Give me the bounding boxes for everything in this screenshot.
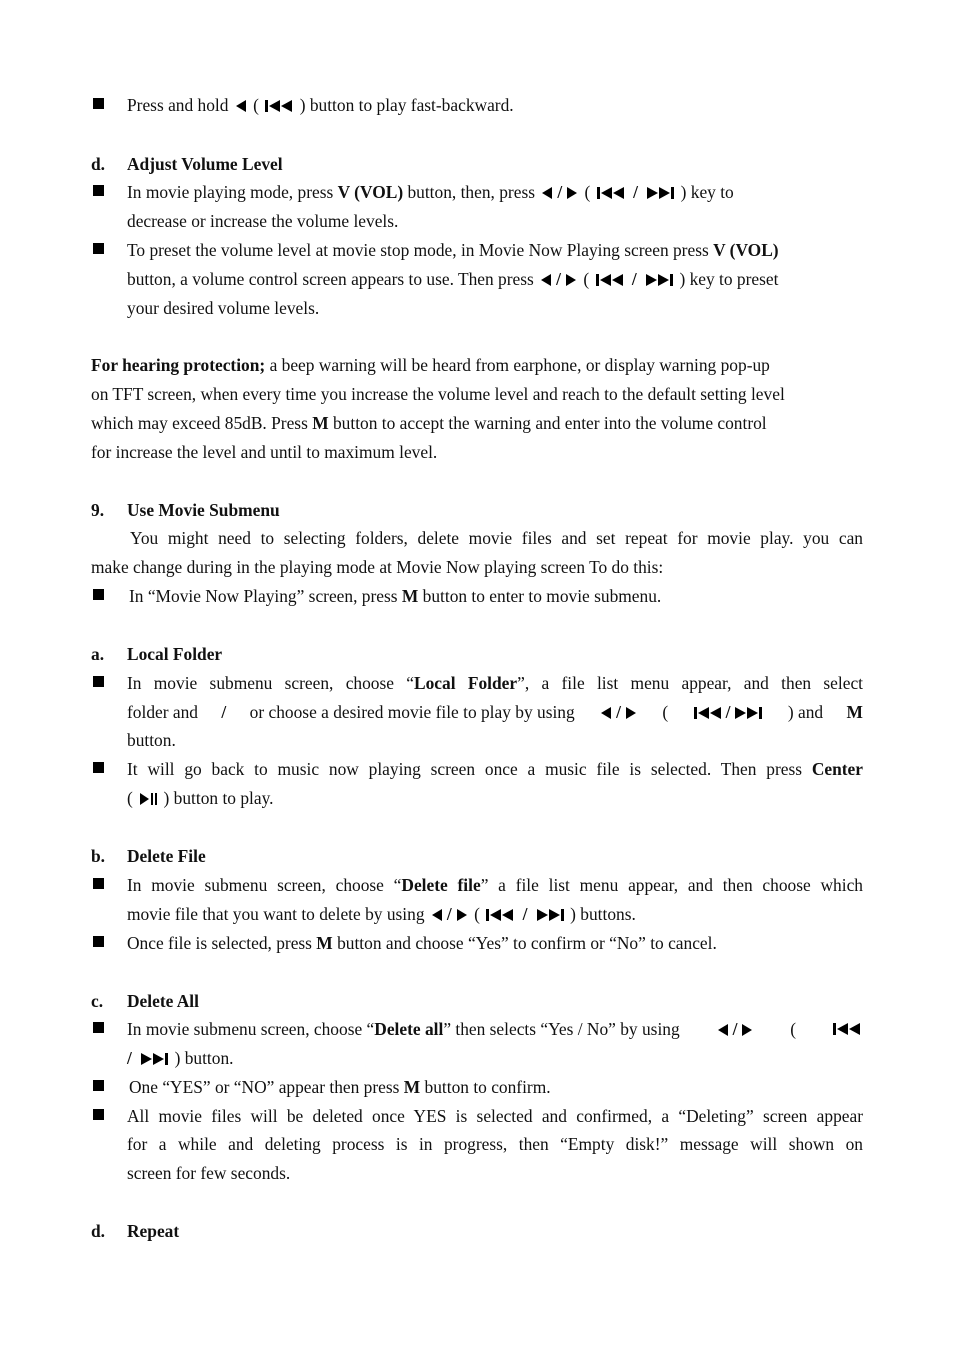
- paragraph-line: for increase the level and until to maximum level.: [91, 442, 438, 462]
- text: ) and: [787, 702, 824, 722]
- section-label: c.: [91, 991, 104, 1011]
- text: ) button.: [174, 1048, 234, 1068]
- bold-text: Delete all: [374, 1019, 444, 1039]
- square-bullet-icon: [93, 589, 104, 600]
- left-triangle-icon: [540, 186, 554, 200]
- skip-back-icon: [485, 908, 515, 922]
- text: In movie submenu screen, choose “: [127, 673, 415, 693]
- paragraph-line: [127, 1018, 863, 1040]
- text: button, then, press: [403, 182, 535, 202]
- bold-text: M: [403, 1077, 421, 1097]
- right-triangle-icon: [565, 186, 579, 200]
- paragraph-line: screen for few seconds.: [127, 1163, 291, 1183]
- paragraph-line: button.: [127, 730, 176, 750]
- text: ” then selects “Yes / No” by using: [443, 1019, 680, 1039]
- paragraph-line: [127, 94, 514, 116]
- bold-text: Delete file: [401, 875, 481, 895]
- paragraph-line: [127, 701, 863, 723]
- bold-text: /: [221, 702, 227, 722]
- right-triangle-icon: [740, 1023, 754, 1037]
- slash: /: [557, 182, 563, 202]
- paragraph-line: All movie files will be deleted once YES is selected and confirmed, a “Deleting” screen appear: [127, 1106, 863, 1126]
- square-bullet-icon: [93, 185, 104, 196]
- text: It will go back to music now playing screen once a music file is selected. Then press: [127, 759, 812, 779]
- paragraph-line: [127, 181, 734, 203]
- bold-text: M: [401, 586, 419, 606]
- text: ) button to play fast-backward.: [299, 95, 514, 115]
- section-label: d.: [91, 154, 106, 174]
- paragraph-line: [91, 412, 767, 434]
- section-label: a.: [91, 644, 105, 664]
- text: ” a file list menu appear, and then choose which: [480, 875, 863, 895]
- text: ) key to: [680, 182, 734, 202]
- text: ”, a file list menu appear, and then select: [517, 673, 863, 693]
- left-triangle-icon: [234, 99, 248, 113]
- square-bullet-icon: [93, 98, 104, 109]
- square-bullet-icon: [93, 936, 104, 947]
- text: In “Movie Now Playing” screen, press: [129, 586, 402, 606]
- square-bullet-icon: [93, 243, 104, 254]
- text: In movie submenu screen, choose “: [127, 875, 402, 895]
- paragraph-line: [127, 874, 863, 896]
- section-label: b.: [91, 846, 106, 866]
- text: a beep warning will be heard from earphone, or display warning pop-up: [265, 355, 770, 375]
- paragraph-line: on TFT screen, when every time you increase the volume level and reach to the default setting level: [91, 384, 785, 404]
- skip-back-icon: [596, 186, 626, 200]
- section-heading: Use Movie Submenu: [127, 500, 280, 520]
- bold-text: M: [846, 702, 863, 722]
- square-bullet-icon: [93, 878, 104, 889]
- square-bullet-icon: [93, 762, 104, 773]
- text: (: [583, 269, 590, 289]
- paragraph-line: for a while and deleting process is in progress, then “Empty disk!” message will shown on: [127, 1134, 863, 1154]
- section-heading: Delete File: [127, 846, 206, 866]
- skip-forward-icon: [644, 273, 674, 287]
- skip-forward-icon: [733, 706, 763, 720]
- arrow-keys: [715, 1018, 756, 1040]
- text: To preset the volume level at movie stop mode, in Movie Now Playing screen press: [127, 240, 714, 260]
- text: Press and hold: [127, 95, 229, 115]
- paragraph-line: [127, 239, 779, 261]
- text: ) button to play.: [163, 788, 274, 808]
- right-triangle-icon: [624, 706, 638, 720]
- paragraph-line: [129, 585, 661, 607]
- bold-text: For hearing protection;: [91, 355, 266, 375]
- text-group: [127, 1018, 680, 1040]
- left-triangle-icon: [430, 908, 444, 922]
- text: Once file is selected, press: [127, 933, 317, 953]
- text: (: [584, 182, 591, 202]
- slash: /: [616, 702, 621, 722]
- bold-text: Local Folder: [414, 673, 518, 693]
- slash: /: [556, 269, 561, 289]
- skip-back-icon: [693, 706, 723, 720]
- skip-back-icon: [595, 273, 625, 287]
- paragraph-line: [127, 672, 863, 694]
- paragraph-line: decrease or increase the volume levels.: [127, 211, 399, 231]
- text: folder and: [127, 702, 198, 722]
- skip-forward-icon: [535, 908, 565, 922]
- skip-forward-icon: [139, 1052, 169, 1066]
- square-bullet-icon: [93, 676, 104, 687]
- paragraph-line: [129, 1076, 551, 1098]
- paragraph-line: [127, 268, 778, 290]
- play-pause-icon: [138, 792, 158, 806]
- bold-text: M: [316, 933, 333, 953]
- text: which may exceed 85dB. Press: [91, 413, 313, 433]
- skip-forward-icon: [645, 186, 675, 200]
- text: ) buttons.: [570, 904, 636, 924]
- paragraph-line: [127, 903, 636, 925]
- slash: /: [631, 269, 637, 289]
- text: button and choose “Yes” to confirm or “No” to cancel.: [332, 933, 717, 953]
- text: In movie submenu screen, choose “: [127, 1019, 375, 1039]
- paragraph-line: [127, 758, 863, 780]
- paragraph-line: make change during in the playing mode at Movie Now playing screen To do this:: [91, 557, 664, 577]
- text: In movie playing mode, press: [127, 182, 338, 202]
- slash: /: [127, 1048, 132, 1068]
- bold-text: Center: [811, 759, 863, 779]
- section-label: 9.: [91, 500, 105, 520]
- text: button to enter to movie submenu.: [418, 586, 662, 606]
- skip-keys: [692, 701, 765, 723]
- bold-text: M: [312, 413, 329, 433]
- square-bullet-icon: [93, 1109, 104, 1120]
- section-heading: Delete All: [127, 991, 199, 1011]
- section-heading: Repeat: [127, 1221, 180, 1241]
- text: One “YES” or “NO” appear then press: [129, 1077, 404, 1097]
- bold-text: V (VOL): [713, 240, 779, 260]
- slash: /: [446, 904, 452, 924]
- text: (: [253, 95, 259, 115]
- paragraph-line: your desired volume levels.: [127, 298, 320, 318]
- slash: /: [633, 182, 638, 202]
- text: (: [662, 702, 669, 722]
- text: ) key to preset: [679, 269, 779, 289]
- text: button to confirm.: [420, 1077, 551, 1097]
- text: (: [790, 1019, 797, 1039]
- text: (: [474, 904, 480, 924]
- paragraph-line: [91, 354, 770, 376]
- left-triangle-icon: [539, 273, 553, 287]
- paragraph-line: You might need to selecting folders, delete movie files and set repeat for movie play. you can: [130, 528, 863, 548]
- text: movie file that you want to delete by using: [127, 904, 425, 924]
- section-heading: Adjust Volume Level: [127, 154, 283, 174]
- skip-back-icon: [832, 1022, 862, 1036]
- slash: /: [725, 702, 731, 722]
- left-triangle-icon: [599, 706, 613, 720]
- skip-back-icon: [264, 99, 294, 113]
- square-bullet-icon: [93, 1022, 104, 1033]
- right-triangle-icon: [455, 908, 469, 922]
- right-triangle-icon: [564, 273, 578, 287]
- text: (: [127, 788, 133, 808]
- paragraph-line: [127, 1047, 234, 1069]
- left-triangle-icon: [716, 1023, 730, 1037]
- slash: /: [522, 904, 528, 924]
- arrow-keys: [598, 701, 639, 723]
- text: button, a volume control screen appears to use. Then press: [127, 269, 534, 289]
- section-label: d.: [91, 1221, 106, 1241]
- bold-text: V (VOL): [337, 182, 404, 202]
- section-heading: Local Folder: [127, 644, 223, 664]
- paragraph-line: [127, 787, 273, 809]
- slash: /: [732, 1019, 738, 1039]
- paragraph-line: [127, 932, 717, 954]
- text: button to accept the warning and enter into the volume control: [328, 413, 767, 433]
- square-bullet-icon: [93, 1080, 104, 1091]
- text: or choose a desired movie file to play by using: [249, 702, 575, 722]
